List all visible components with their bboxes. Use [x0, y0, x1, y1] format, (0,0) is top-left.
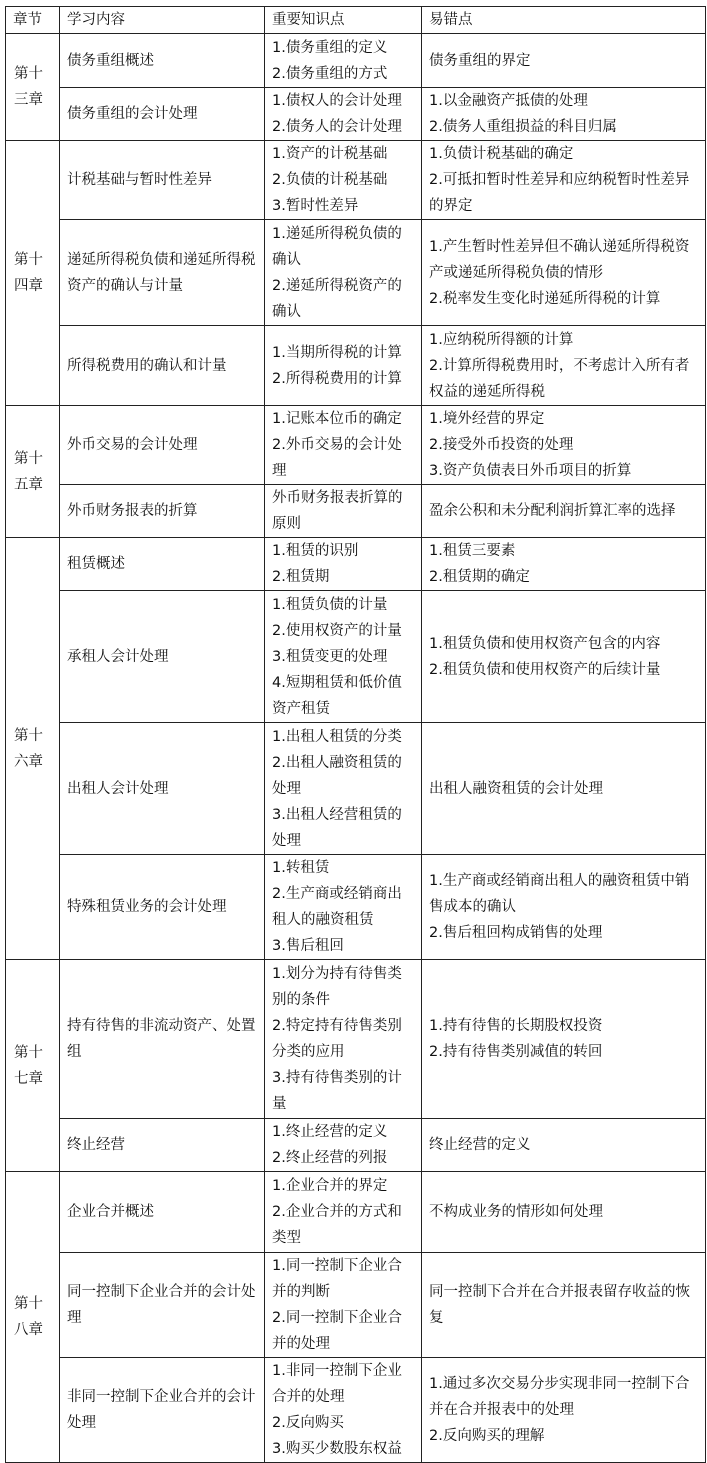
content-cell: 同一控制下企业合并的会计处理 — [60, 1253, 265, 1358]
content-cell: 承租人会计处理 — [60, 591, 265, 723]
error-point: 1.生产商或经销商出租人的融资租赁中销售成本的确认 — [429, 873, 690, 915]
errors-cell — [422, 1358, 706, 1463]
error-point: 2.反向购买的理解 — [429, 1428, 545, 1444]
chapter-cell: 第十四章 — [6, 141, 60, 406]
table-row — [6, 1253, 706, 1358]
points-cell — [265, 141, 422, 220]
table-row — [6, 723, 706, 855]
knowledge-point: 1.债权人的会计处理 — [272, 93, 402, 109]
error-point: 2.可抵扣暂时性差异和应纳税暂时性差异的界定 — [429, 172, 690, 214]
error-point: 2.租赁期的确定 — [429, 569, 530, 585]
knowledge-point: 3.售后租回 — [272, 938, 344, 954]
chapter-cell: 第十六章 — [6, 538, 60, 960]
knowledge-point: 2.生产商或经销商出租人的融资租赁 — [272, 886, 402, 928]
chapter-cell: 第十七章 — [6, 960, 60, 1172]
knowledge-point: 1.租赁负债的计量 — [272, 596, 388, 613]
knowledge-point: 2.所得税费用的计算 — [272, 370, 402, 387]
errors-cell — [422, 723, 706, 855]
points-cell — [265, 485, 422, 538]
error-point: 1.租赁三要素 — [429, 543, 516, 559]
table-row — [6, 485, 706, 538]
knowledge-point: 2.使用权资产的计量 — [272, 622, 402, 639]
points-cell — [265, 538, 422, 591]
error-point: 2.售后租回构成销售的处理 — [429, 925, 603, 941]
errors-cell — [422, 326, 706, 406]
errors-cell — [422, 960, 706, 1119]
points-cell — [265, 960, 422, 1119]
content-cell: 债务重组概述 — [60, 34, 265, 88]
content-cell: 外币交易的会计处理 — [60, 406, 265, 485]
points-cell — [265, 1253, 422, 1358]
table-row — [6, 220, 706, 326]
points-cell — [265, 723, 422, 855]
knowledge-point: 3.暂时性差异 — [272, 198, 359, 214]
knowledge-point: 3.购买少数股东权益 — [272, 1441, 402, 1457]
table-row — [6, 326, 706, 406]
header-points: 重要知识点 — [265, 7, 422, 34]
error-point: 1.以金融资产抵债的处理 — [429, 93, 588, 109]
error-point: 1.境外经营的界定 — [429, 411, 545, 427]
knowledge-point: 1.转租赁 — [272, 860, 330, 876]
content-cell: 企业合并概述 — [60, 1172, 265, 1253]
content-cell: 终止经营 — [60, 1119, 265, 1172]
errors-cell — [422, 855, 706, 960]
error-point: 1.租赁负债和使用权资产包含的内容 — [429, 635, 661, 652]
content-cell: 债务重组的会计处理 — [60, 88, 265, 141]
error-point: 2.租赁负债和使用权资产的后续计量 — [429, 661, 661, 678]
knowledge-point: 2.负债的计税基础 — [272, 172, 388, 188]
error-point: 不构成业务的情形如何处理 — [429, 1204, 603, 1220]
content-cell: 特殊租赁业务的会计处理 — [60, 855, 265, 960]
chapter-cell: 第十三章 — [6, 34, 60, 141]
table-row — [6, 1119, 706, 1172]
knowledge-point: 1.租赁的识别 — [272, 543, 359, 559]
error-point: 1.应纳税所得额的计算 — [429, 331, 574, 348]
knowledge-point: 1.资产的计税基础 — [272, 146, 388, 162]
knowledge-point: 1.终止经营的定义 — [272, 1124, 388, 1140]
content-cell: 租赁概述 — [60, 538, 265, 591]
errors-cell — [422, 34, 706, 88]
error-point: 2.债务人重组损益的科目归属 — [429, 119, 617, 135]
knowledge-point: 1.记账本位币的确定 — [272, 411, 402, 427]
error-point: 同一控制下合并在合并报表留存收益的恢复 — [429, 1284, 690, 1326]
error-point: 1.负债计税基础的确定 — [429, 146, 574, 162]
content-cell: 持有待售的非流动资产、处置组 — [60, 960, 265, 1119]
knowledge-point: 2.递延所得税资产的确认 — [272, 277, 402, 320]
table-row — [6, 591, 706, 723]
points-cell — [265, 1358, 422, 1463]
header-content: 学习内容 — [60, 7, 265, 34]
knowledge-point: 4.短期租赁和低价值资产租赁 — [272, 674, 402, 717]
knowledge-point: 1.非同一控制下企业合并的处理 — [272, 1363, 402, 1405]
points-cell — [265, 855, 422, 960]
table-row — [6, 1358, 706, 1463]
points-cell — [265, 326, 422, 406]
knowledge-point: 2.特定持有待售类别分类的应用 — [272, 1018, 402, 1060]
error-point: 债务重组的界定 — [429, 52, 531, 69]
error-point: 出租人融资租赁的会计处理 — [429, 780, 603, 797]
content-cell: 计税基础与暂时性差异 — [60, 141, 265, 220]
knowledge-point: 外币财务报表折算的原则 — [272, 490, 403, 532]
knowledge-point: 2.反向购买 — [272, 1415, 344, 1431]
errors-cell — [422, 591, 706, 723]
knowledge-point: 2.债务人的会计处理 — [272, 119, 402, 135]
knowledge-point: 2.同一控制下企业合并的处理 — [272, 1310, 402, 1352]
error-point: 2.税率发生变化时递延所得税的计算 — [429, 290, 661, 307]
knowledge-point: 2.企业合并的方式和类型 — [272, 1204, 402, 1246]
points-cell — [265, 1172, 422, 1253]
points-cell — [265, 1119, 422, 1172]
table-row — [6, 88, 706, 141]
content-cell: 非同一控制下企业合并的会计处理 — [60, 1358, 265, 1463]
knowledge-point: 3.租赁变更的处理 — [272, 648, 388, 665]
knowledge-point: 1.同一控制下企业合并的判断 — [272, 1258, 402, 1300]
content-cell: 出租人会计处理 — [60, 723, 265, 855]
knowledge-point: 1.划分为持有待售类别的条件 — [272, 966, 402, 1008]
points-cell — [265, 220, 422, 326]
content-cell: 外币财务报表的折算 — [60, 485, 265, 538]
points-cell — [265, 88, 422, 141]
error-point: 2.计算所得税费用时，不考虑计入所有者权益的递延所得税 — [429, 357, 690, 400]
error-point: 1.产生暂时性差异但不确认递延所得税资产或递延所得税负债的情形 — [429, 238, 690, 281]
header-row — [6, 7, 706, 34]
content-cell: 递延所得税负债和递延所得税资产的确认与计量 — [60, 220, 265, 326]
study-table — [5, 6, 706, 1463]
error-point: 3.资产负债表日外币项目的折算 — [429, 463, 632, 479]
errors-cell — [422, 1253, 706, 1358]
error-point: 1.持有待售的长期股权投资 — [429, 1018, 603, 1034]
knowledge-point: 1.出租人租赁的分类 — [272, 728, 402, 745]
errors-cell — [422, 220, 706, 326]
error-point: 1.通过多次交易分步实现非同一控制下合并在合并报表中的处理 — [429, 1376, 690, 1418]
error-point: 盈余公积和未分配利润折算汇率的选择 — [429, 503, 676, 519]
table-row — [6, 1172, 706, 1253]
errors-cell — [422, 538, 706, 591]
knowledge-point: 1.企业合并的界定 — [272, 1178, 388, 1194]
error-point: 2.接受外币投资的处理 — [429, 437, 574, 453]
knowledge-point: 2.出租人融资租赁的处理 — [272, 754, 402, 797]
table-row — [6, 34, 706, 88]
errors-cell — [422, 88, 706, 141]
knowledge-point: 2.终止经营的列报 — [272, 1150, 388, 1166]
errors-cell — [422, 485, 706, 538]
knowledge-point: 1.债务重组的定义 — [272, 39, 388, 56]
error-point: 2.持有待售类别减值的转回 — [429, 1044, 603, 1060]
points-cell — [265, 34, 422, 88]
chapter-cell: 第十八章 — [6, 1172, 60, 1463]
chapter-cell: 第十五章 — [6, 406, 60, 538]
errors-cell — [422, 1172, 706, 1253]
content-cell: 所得税费用的确认和计量 — [60, 326, 265, 406]
errors-cell — [422, 406, 706, 485]
points-cell — [265, 406, 422, 485]
error-point: 终止经营的定义 — [429, 1137, 531, 1153]
knowledge-point: 2.债务重组的方式 — [272, 65, 388, 82]
table-row — [6, 538, 706, 591]
table-row — [6, 960, 706, 1119]
errors-cell — [422, 1119, 706, 1172]
knowledge-point: 1.当期所得税的计算 — [272, 344, 402, 361]
header-chapter: 章节 — [6, 7, 60, 34]
points-cell — [265, 591, 422, 723]
header-errors: 易错点 — [422, 7, 706, 34]
knowledge-point: 1.递延所得税负债的确认 — [272, 225, 402, 268]
knowledge-point: 2.租赁期 — [272, 569, 330, 585]
table-row — [6, 141, 706, 220]
knowledge-point: 2.外币交易的会计处理 — [272, 437, 402, 479]
knowledge-point: 3.持有待售类别的计量 — [272, 1070, 402, 1112]
knowledge-point: 3.出租人经营租赁的处理 — [272, 806, 402, 849]
table-row — [6, 855, 706, 960]
errors-cell — [422, 141, 706, 220]
table-row — [6, 406, 706, 485]
